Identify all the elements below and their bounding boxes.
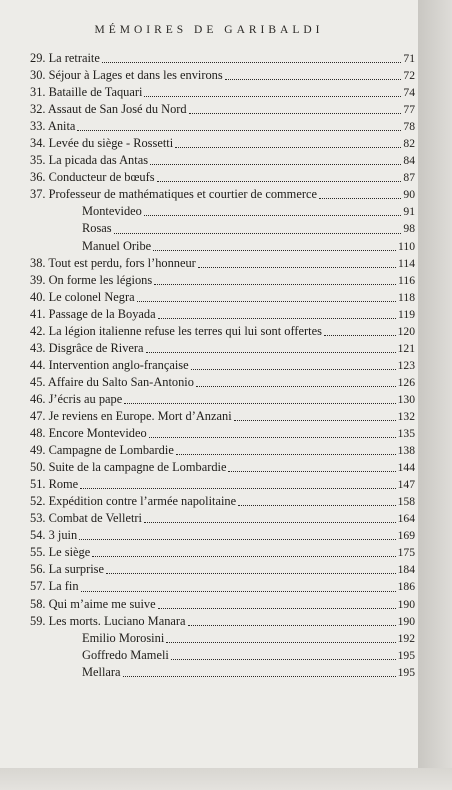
toc-entry-page-number: 72 (403, 69, 415, 83)
book-spine (418, 0, 452, 790)
toc-entry-page-number: 82 (403, 137, 415, 151)
toc-entry-page-number: 84 (403, 154, 415, 168)
toc-entry-page-number: 71 (403, 52, 415, 65)
dot-leader (157, 181, 402, 182)
toc-entry (30, 391, 415, 408)
toc-entry-title: 39. On forme les légions (30, 272, 153, 287)
toc-entry (30, 561, 415, 578)
toc-entry-page-number: 138 (397, 444, 415, 458)
dot-leader (144, 96, 401, 97)
toc-entry-title: 56. La surprise (30, 562, 104, 577)
toc-entry-title: 48. Encore Montevideo (30, 426, 147, 441)
toc-entry-page-number: 190 (397, 614, 415, 628)
toc-entry-title: 29. La retraite (30, 51, 100, 65)
dot-leader (81, 591, 396, 592)
dot-leader (150, 164, 401, 165)
toc-entry-page-number: 118 (398, 290, 415, 304)
toc-entry-page-number: 169 (397, 529, 415, 543)
toc-entry-title: 55. Le siège (30, 545, 91, 560)
toc-entry-title: 57. La fin (30, 579, 79, 594)
toc-entry-page-number: 164 (397, 512, 415, 526)
toc-entry-page-number: 123 (397, 358, 415, 372)
dot-leader (188, 625, 396, 626)
toc-entry-title: Emilio Morosini (82, 630, 165, 645)
toc-entry-title: 37. Professeur de mathématiques et courtier de commerce (30, 187, 317, 202)
dot-leader (196, 386, 396, 387)
toc-entry-page-number: 77 (403, 103, 415, 117)
toc-entry-title: 59. Les morts. Luciano Manara (30, 613, 186, 628)
toc-entry-title: 35. La picada das Antas (30, 153, 149, 168)
toc-entry (30, 578, 415, 595)
dot-leader (238, 505, 396, 506)
toc-entry-title: 50. Suite de la campagne de Lombardie (30, 460, 227, 475)
toc-entry (30, 544, 415, 561)
toc-entry-title: 38. Tout est perdu, fors l’honneur (30, 255, 196, 270)
dot-leader (123, 676, 396, 677)
toc-entry-page-number: 147 (397, 478, 415, 492)
toc-entry-page-number: 130 (397, 392, 415, 406)
toc-entry (30, 476, 415, 493)
toc-entry (30, 323, 415, 340)
toc-entry (30, 647, 415, 664)
running-header: MÉMOIRES DE GARIBALDI (94, 24, 324, 36)
toc-entry-title: 34. Levée du siège - Rossetti (30, 136, 174, 151)
toc-entry (30, 596, 415, 613)
toc-entry-title: Rosas (82, 221, 112, 236)
dot-leader (228, 471, 395, 472)
toc-entry (30, 664, 415, 681)
toc-entry-title: 53. Combat de Velletri (30, 511, 142, 526)
toc-entry-page-number: 186 (397, 580, 415, 594)
dot-leader (124, 403, 395, 404)
toc-entry-page-number: 120 (397, 324, 415, 338)
toc-entry-title: 47. Je reviens en Europe. Mort d’Anzani (30, 408, 232, 423)
toc-entry-page-number: 126 (397, 375, 415, 389)
dot-leader (166, 642, 395, 643)
toc-entry-title: Manuel Oribe (82, 238, 152, 253)
toc-entry (30, 425, 415, 442)
dot-leader (79, 539, 395, 540)
toc-entry-title: 42. La légion italienne refuse les terres qui lui sont offertes (30, 323, 322, 338)
toc-entry-page-number: 195 (397, 648, 415, 662)
toc-entry-title: 33. Anita (30, 119, 76, 134)
dot-leader (189, 113, 402, 114)
toc-entry-title: 49. Campagne de Lombardie (30, 443, 174, 458)
toc-entry (30, 203, 415, 220)
toc-entry-title: 51. Rome (30, 477, 79, 492)
toc-entry-title: 52. Expédition contre l’armée napolitaine (30, 494, 237, 509)
table-of-contents (30, 50, 415, 681)
toc-entry-page-number: 132 (397, 409, 415, 423)
toc-entry-page-number: 91 (403, 205, 415, 219)
page-bottom-edge (0, 768, 452, 790)
toc-entry (30, 272, 415, 289)
dot-leader (80, 488, 395, 489)
toc-entry-page-number: 195 (397, 665, 415, 679)
toc-entry (30, 186, 415, 203)
dot-leader (77, 130, 401, 131)
dot-leader (154, 284, 396, 285)
toc-entry-page-number: 90 (403, 188, 415, 202)
toc-entry (30, 84, 415, 101)
toc-entry-title: Mellara (82, 664, 121, 679)
toc-entry (30, 613, 415, 630)
toc-entry-page-number: 87 (403, 171, 415, 185)
toc-entry-title: Goffredo Mameli (82, 647, 169, 662)
dot-leader (175, 147, 401, 148)
toc-entry (30, 238, 415, 255)
toc-entry (30, 493, 415, 510)
dot-leader (153, 250, 396, 251)
toc-entry-title: 46. J’écris au pape (30, 391, 123, 406)
toc-entry (30, 289, 415, 306)
dot-leader (146, 352, 396, 353)
toc-entry (30, 220, 415, 237)
toc-entry (30, 169, 415, 186)
toc-entry (30, 527, 415, 544)
toc-entry (30, 135, 415, 152)
toc-entry (30, 255, 415, 272)
toc-entry (30, 408, 415, 425)
toc-entry (30, 459, 415, 476)
toc-entry-title: 54. 3 juin (30, 528, 78, 543)
toc-entry (30, 101, 415, 118)
dot-leader (102, 62, 402, 63)
toc-entry-page-number: 158 (397, 495, 415, 509)
toc-entry-page-number: 110 (398, 239, 415, 253)
toc-entry-title: 58. Qui m’aime me suive (30, 596, 156, 611)
toc-entry-page-number: 116 (398, 273, 415, 287)
toc-entry (30, 118, 415, 135)
toc-entry-title: Montevideo (82, 204, 142, 219)
toc-entry (30, 374, 415, 391)
dot-leader (319, 198, 401, 199)
toc-entry-title: 30. Séjour à Lages et dans les environs (30, 68, 223, 83)
toc-entry-title: 45. Affaire du Salto San-Antonio (30, 374, 194, 389)
dot-leader (144, 215, 402, 216)
dot-leader (234, 420, 396, 421)
toc-entry (30, 152, 415, 169)
toc-entry (30, 306, 415, 323)
dot-leader (198, 267, 396, 268)
toc-entry (30, 340, 415, 357)
dot-leader (225, 79, 402, 80)
toc-entry (30, 510, 415, 527)
dot-leader (137, 301, 396, 302)
dot-leader (176, 454, 396, 455)
toc-entry-page-number: 114 (398, 256, 415, 270)
toc-entry-page-number: 135 (397, 427, 415, 441)
dot-leader (158, 318, 396, 319)
dot-leader (158, 608, 396, 609)
toc-entry-title: 31. Bataille de Taquari (30, 85, 143, 100)
dot-leader (324, 335, 396, 336)
toc-entry-page-number: 175 (397, 546, 415, 560)
toc-entry-page-number: 192 (397, 631, 415, 645)
toc-entry-page-number: 98 (403, 222, 415, 236)
dot-leader (106, 573, 396, 574)
toc-entry-title: 36. Conducteur de bœufs (30, 170, 155, 185)
toc-entry (30, 67, 415, 84)
toc-entry-title: 43. Disgrâce de Rivera (30, 340, 144, 355)
toc-entry-page-number: 74 (403, 86, 415, 100)
dot-leader (114, 233, 402, 234)
dot-leader (171, 659, 396, 660)
toc-entry-page-number: 121 (397, 341, 415, 355)
dot-leader (191, 369, 396, 370)
toc-entry-page-number: 184 (397, 563, 415, 577)
toc-entry-title: 41. Passage de la Boyada (30, 306, 156, 321)
toc-entry (30, 50, 415, 67)
toc-entry-title: 40. Le colonel Negra (30, 289, 135, 304)
toc-entry-page-number: 119 (398, 307, 415, 321)
toc-entry (30, 630, 415, 647)
toc-entry (30, 442, 415, 459)
toc-entry-page-number: 190 (397, 597, 415, 611)
dot-leader (92, 556, 395, 557)
toc-entry-page-number: 144 (397, 461, 415, 475)
toc-entry-page-number: 78 (403, 120, 415, 134)
toc-entry (30, 357, 415, 374)
toc-entry-title: 32. Assaut de San José du Nord (30, 102, 187, 117)
toc-entry-title: 44. Intervention anglo-française (30, 357, 189, 372)
dot-leader (144, 522, 396, 523)
dot-leader (149, 437, 396, 438)
